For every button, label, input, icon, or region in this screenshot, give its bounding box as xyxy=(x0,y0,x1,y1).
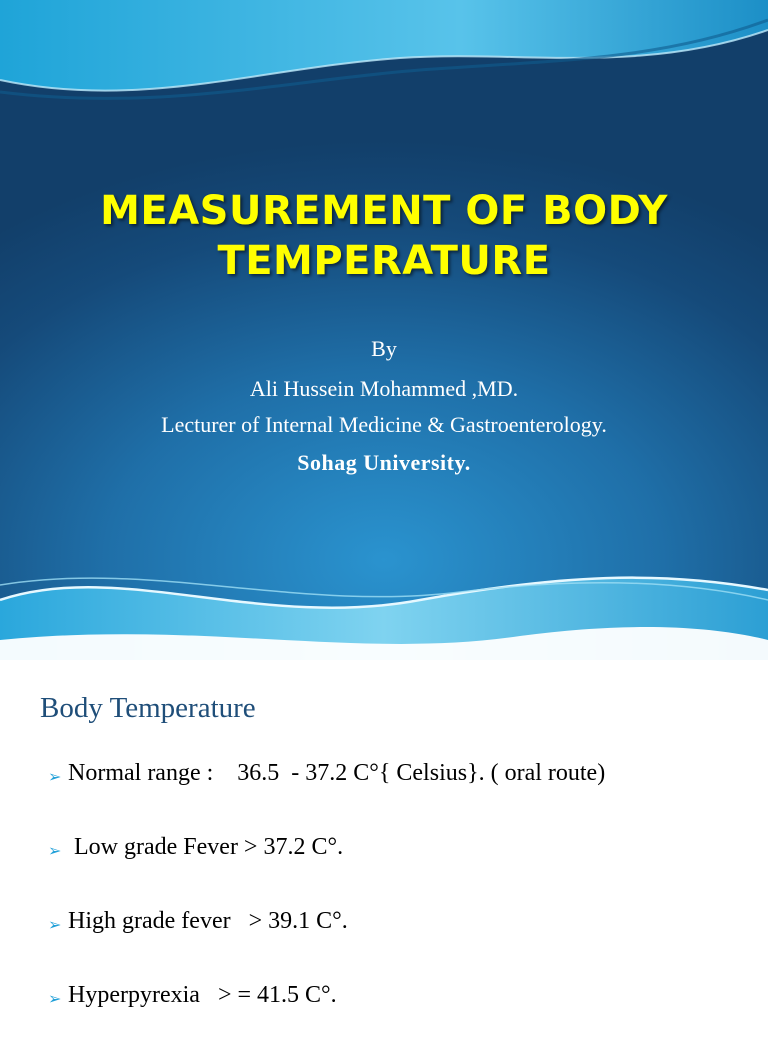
title-line-1: MEASUREMENT OF BODY xyxy=(100,188,668,234)
arrow-bullet-icon: ➢ xyxy=(48,843,62,860)
slide-heading: Body Temperature xyxy=(40,692,256,724)
university-name: Sohag University. xyxy=(297,450,471,475)
title-line-2: TEMPERATURE xyxy=(217,238,551,284)
arrow-bullet-icon: ➢ xyxy=(48,769,62,786)
content-slide xyxy=(0,660,768,1024)
author-name: Ali Hussein Mohammed ,MD. xyxy=(249,376,519,401)
slide-title xyxy=(0,186,768,286)
list-item xyxy=(48,980,758,1054)
list-item xyxy=(48,758,758,832)
list-item xyxy=(48,906,758,980)
author-block xyxy=(0,334,768,478)
by-label: By xyxy=(371,336,397,361)
bullet-list xyxy=(48,758,758,1054)
author-role: Lecturer of Internal Medicine & Gastroenterology. xyxy=(161,412,607,437)
arrow-bullet-icon: ➢ xyxy=(48,991,62,1008)
bullet-text: Low grade Fever > 37.2 C°. xyxy=(68,834,344,860)
arrow-bullet-icon: ➢ xyxy=(48,917,62,934)
bullet-text: Hyperpyrexia > = 41.5 C°. xyxy=(68,982,337,1008)
bullet-text: Normal range : 36.5 - 37.2 C°{ Celsius}. ( oral route) xyxy=(68,760,606,786)
bullet-text: High grade fever > 39.1 C°. xyxy=(68,908,348,934)
list-item xyxy=(48,832,758,906)
